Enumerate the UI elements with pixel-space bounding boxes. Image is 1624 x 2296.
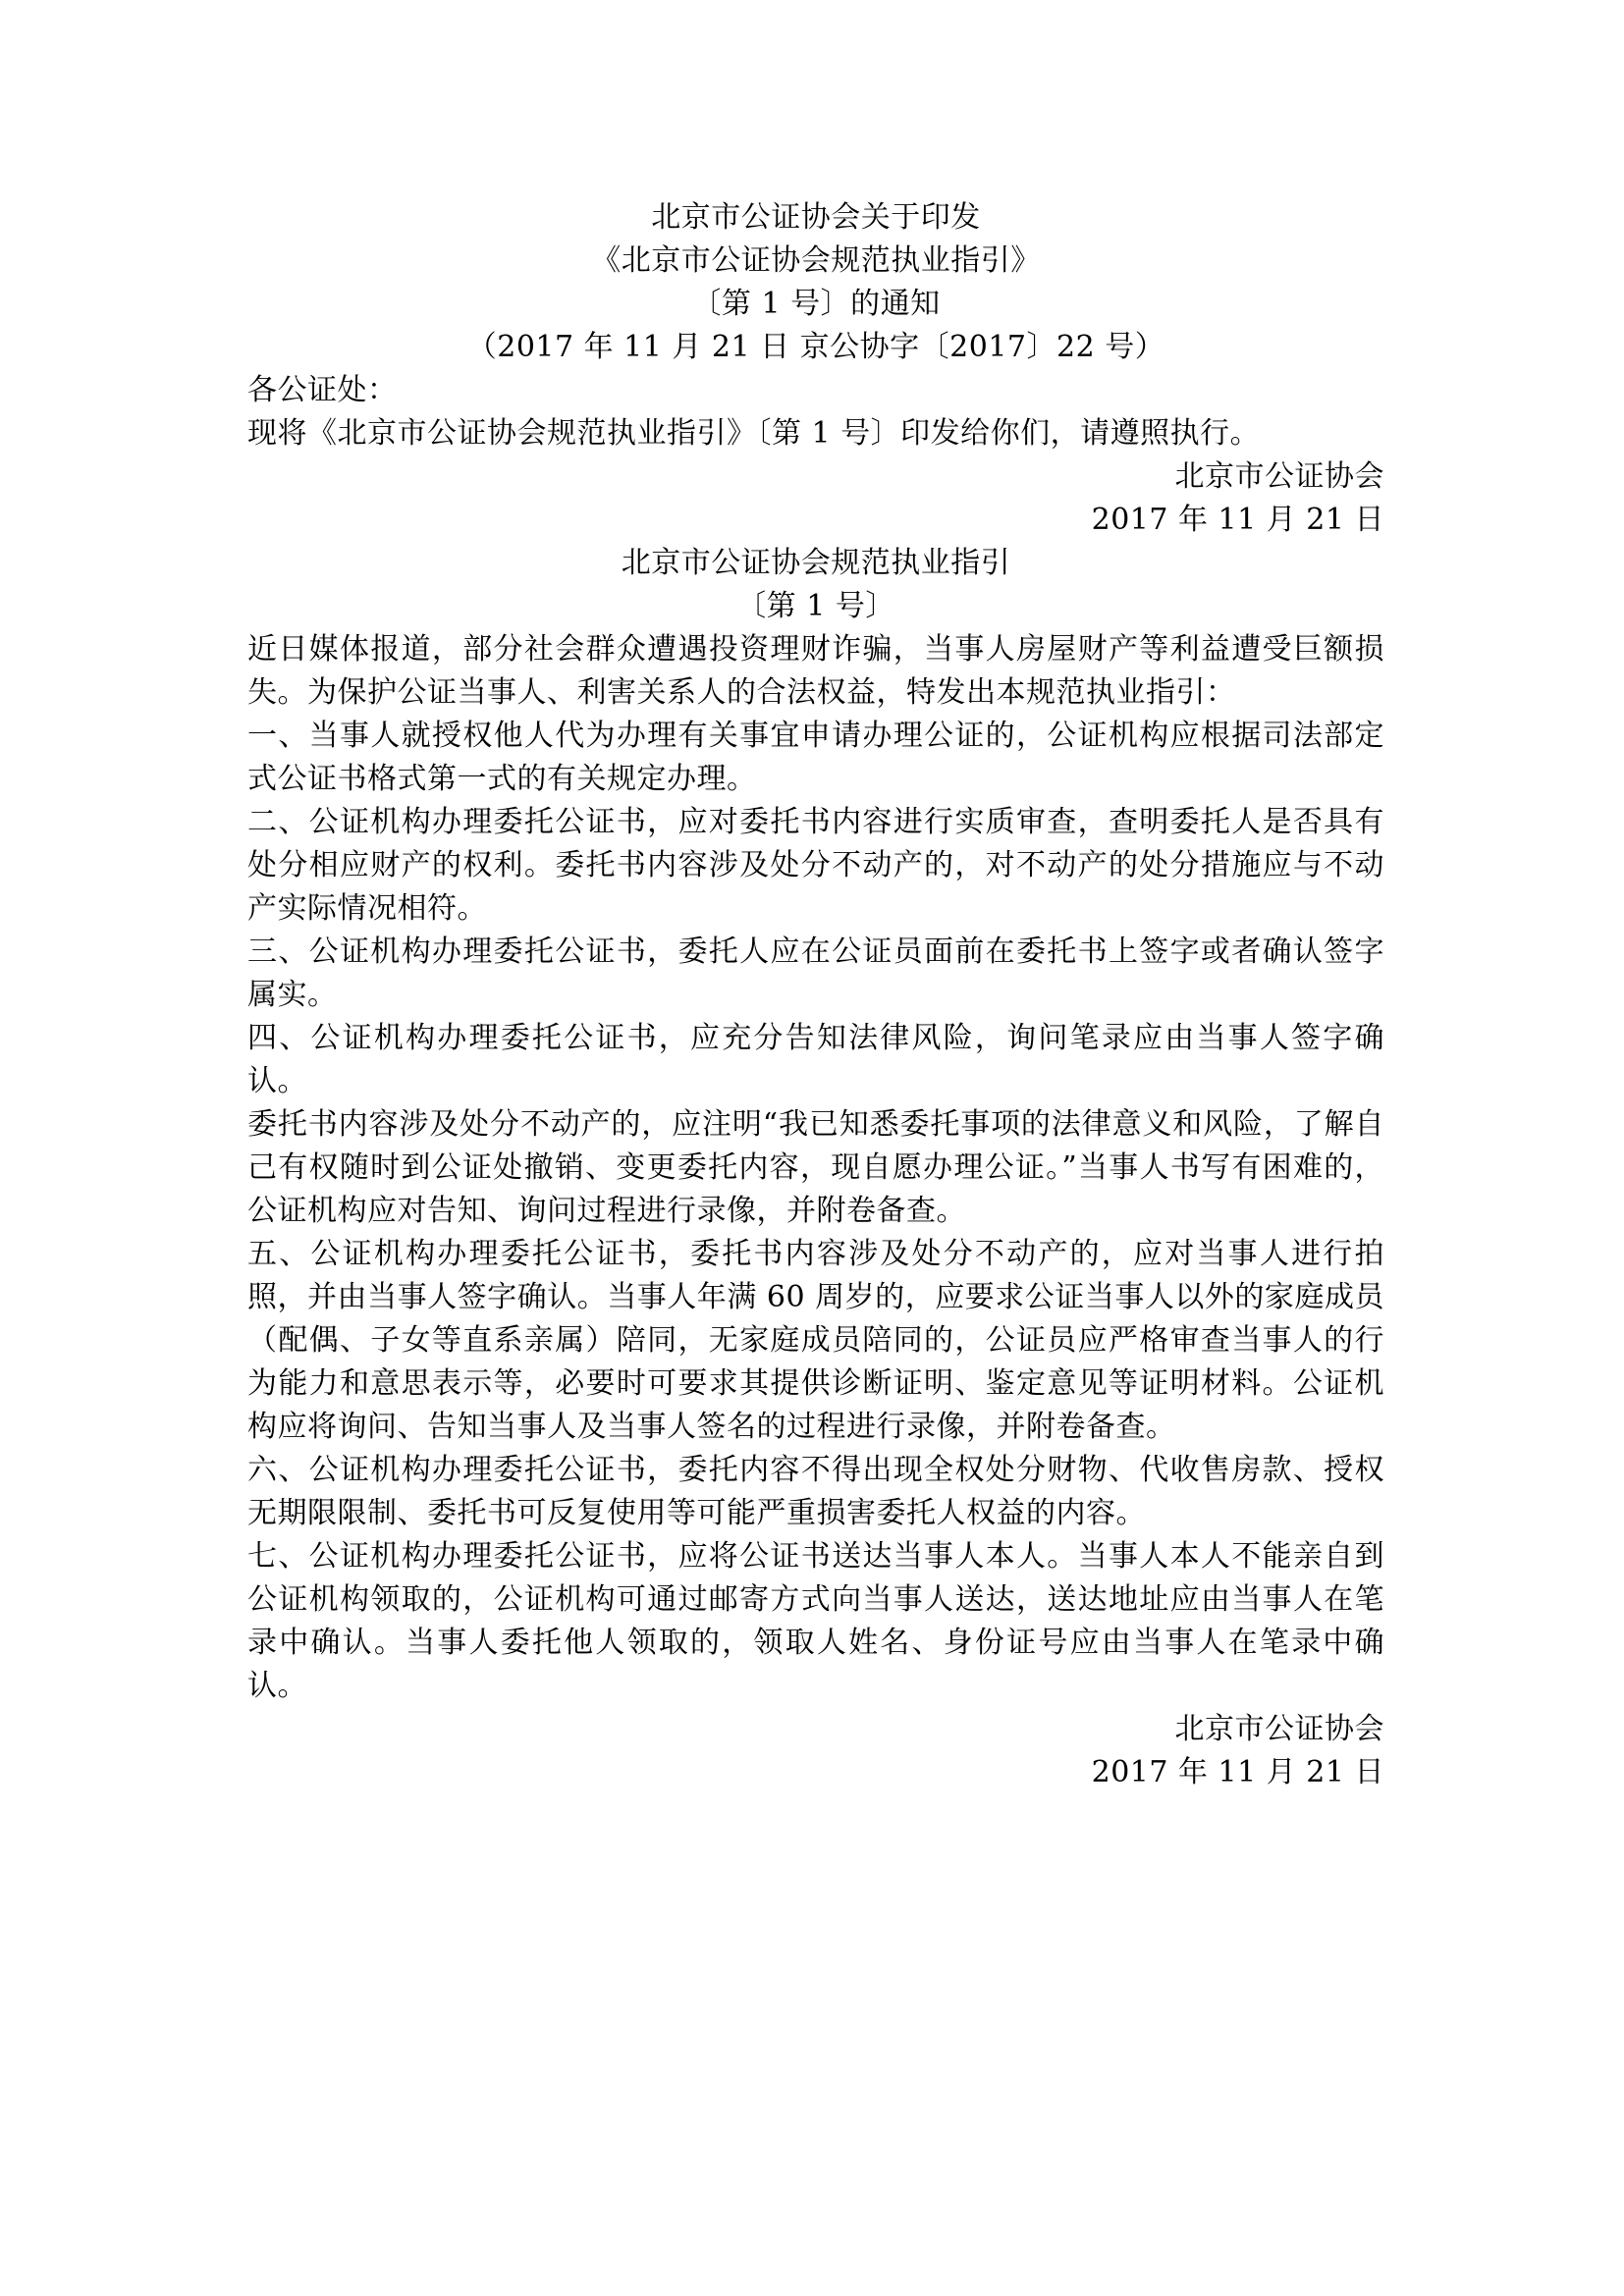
notice-body: 现将《北京市公证协会规范执业指引》〔第 1 号〕印发给你们，请遵照执行。 [247,416,1261,451]
guideline-signature-org: 北京市公证协会 [1174,1712,1384,1746]
notice-title-line1: 北京市公证协会关于印发 [651,200,981,235]
guideline-item-3: 三、公证机构办理委托公证书，委托人应在公证员面前在委托书上签字或者确认签字属实。 [247,934,1384,1012]
guideline-item-7: 七、公证机构办理委托公证书，应将公证书送达当事人本人。当事人本人不能亲自到公证机构领取的，公证机构可通过邮寄方式向当事人送达，送达地址应由当事人在笔录中确认。当事人委托他人领取的，领取人姓名、身份证号应由当事人在笔录中确认。 [247,1539,1384,1703]
guideline-title: 北京市公证协会规范执业指引 [621,546,1011,580]
guideline-item-6: 六、公证机构办理委托公证书，委托内容不得出现全权处分财物、代收售房款、授权无期限限制、委托书可反复使用等可能严重损害委托人权益的内容。 [247,1453,1384,1530]
guideline-item-4: 四、公证机构办理委托公证书，应充分告知法律风险，询问笔录应由当事人签字确认。 [247,1021,1384,1098]
guideline-intro: 近日媒体报道，部分社会群众遭遇投资理财诈骗，当事人房屋财产等利益遭受巨额损失。为保护公证当事人、利害关系人的合法权益，特发出本规范执业指引： [247,632,1384,710]
guideline-item-5: 五、公证机构办理委托公证书，委托书内容涉及处分不动产的，应对当事人进行拍照，并由当事人签字确认。当事人年满 60 周岁的，应要求公证当事人以外的家庭成员（配偶、子女等直系亲属）陪同，无家庭成员陪同的，公证员应严格审查当事人的行为能力和意思表示等，必要时可要求其提供诊断证明、鉴定意见等证明材料。公证机构应将询问、告知当事人及当事人签名的过程进行录像，并附卷备查。 [247,1237,1384,1444]
notice-salutation: 各公证处： [247,373,398,407]
guideline-item-1: 一、当事人就授权他人代为办理有关事宜申请办理公证的，公证机构应根据司法部定式公证书格式第一式的有关规定办理。 [247,719,1384,796]
guideline-item-2: 二、公证机构办理委托公证书，应对委托书内容进行实质审查，查明委托人是否具有处分相应财产的权利。委托书内容涉及处分不动产的，对不动产的处分措施应与不动产实际情况相符。 [247,805,1384,926]
notice-signature-date: 2017 年 11 月 21 日 [1091,503,1384,537]
notice-title-line3: 〔第 1 号〕的通知 [691,287,941,321]
notice-title-line2: 《北京市公证协会规范执业指引》 [591,243,1041,278]
document-content [247,196,1384,1794]
guideline-number: 〔第 1 号〕 [736,589,895,623]
notice-title-line4: （2017 年 11 月 21 日 京公协字〔2017〕22 号） [466,330,1165,364]
notice-signature-org: 北京市公证协会 [1174,459,1384,494]
guideline-item-4-supplement: 委托书内容涉及处分不动产的，应注明“我已知悉委托事项的法律意义和风险，了解自己有权随时到公证处撤销、变更委托内容，现自愿办理公证。”当事人书写有困难的，公证机构应对告知、询问过程进行录像，并附卷备查。 [247,1107,1384,1228]
guideline-signature-date: 2017 年 11 月 21 日 [1091,1755,1384,1789]
